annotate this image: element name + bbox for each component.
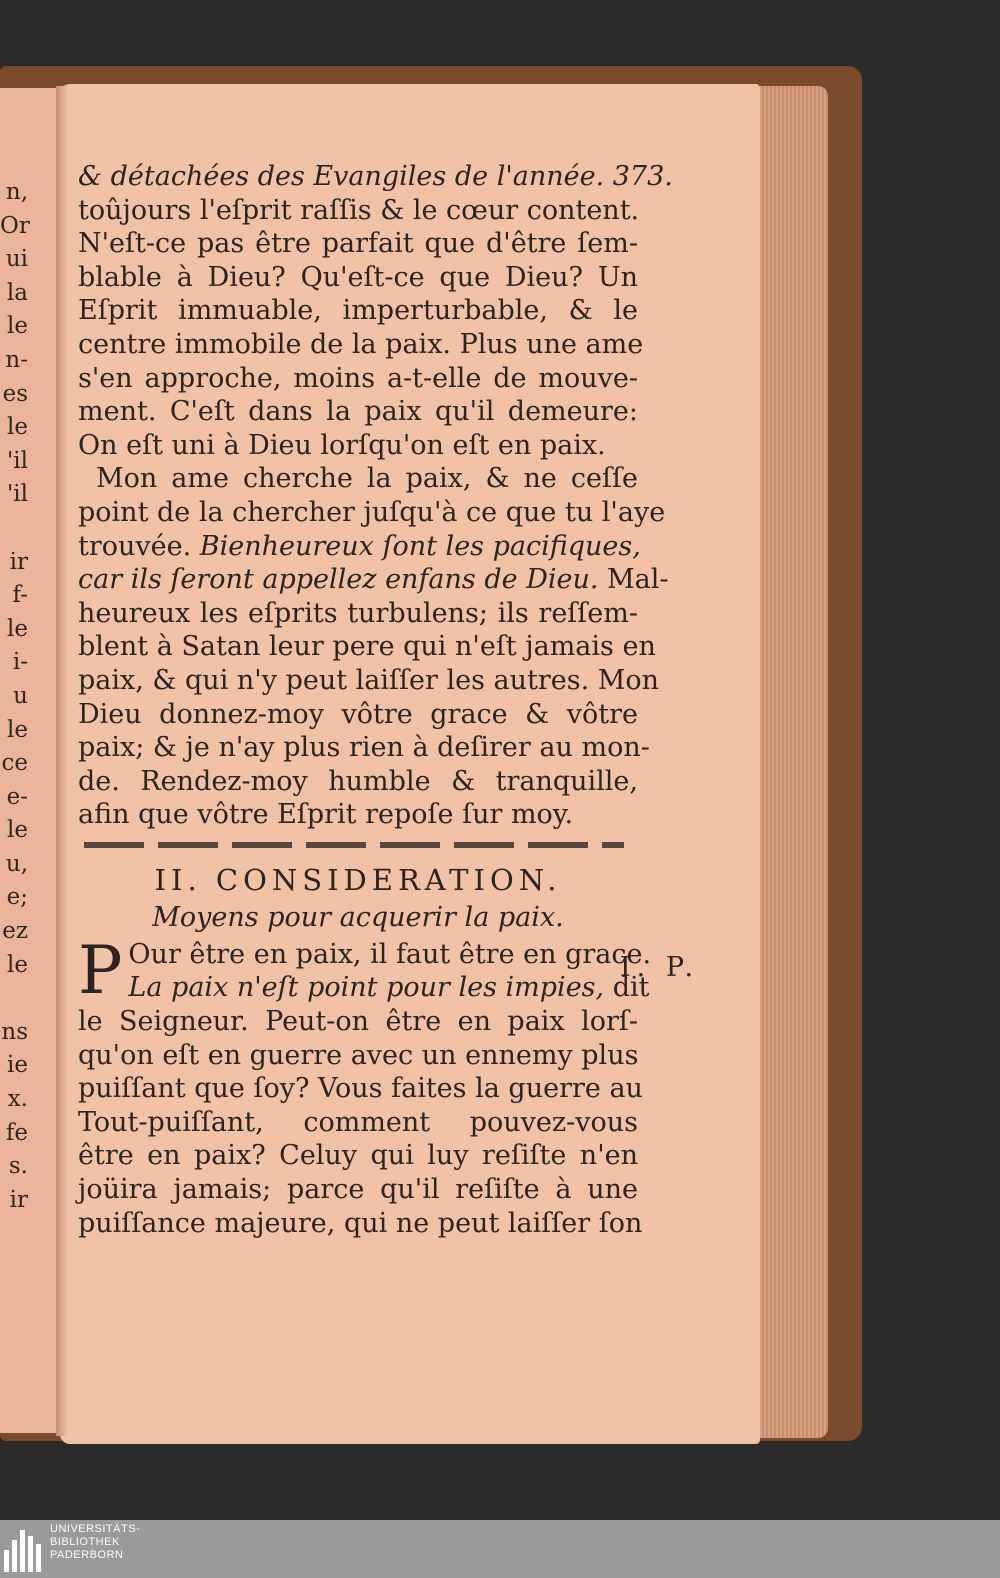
para3-line: Our être en paix, il faut être en grace. [128, 938, 652, 970]
para1-line: Eſprit immuable, imperturbable, & le [78, 295, 638, 327]
para1-line: ment. C'eſt dans la paix qu'il demeure: [78, 396, 638, 428]
para2-line: blent à Satan leur pere qui n'eſt jamais en [78, 631, 656, 663]
left-page-fragment: le [7, 615, 28, 642]
left-page-fragment: u [13, 682, 28, 709]
paragraph-1 [78, 194, 644, 463]
para2-roman-text: Mal- [607, 564, 669, 596]
library-name-line: UNIVERSITÄTS- [50, 1523, 141, 1535]
library-logo-icon [4, 1526, 44, 1572]
para2-line: paix, & qui n'y peut laiſſer les autres. Mon [78, 664, 660, 696]
left-page-fragment: ui [5, 246, 28, 273]
para2-line [78, 530, 641, 564]
left-page-fragment: ce [1, 750, 28, 777]
running-head: & détachées des Evangiles de l'année. 373. [78, 161, 673, 192]
left-page-fragment: n- [5, 346, 28, 373]
left-page-fragment: e; [6, 884, 28, 911]
left-page-fragment: es [2, 380, 28, 407]
para1-line: toûjours l'eſprit raſſis & le cœur content. [78, 194, 640, 226]
left-page-fragment: la [6, 279, 28, 306]
left-page-fragment: le [7, 313, 28, 340]
left-page-fragment [0, 982, 40, 1016]
para3-line: puiſſance majeure, qui ne peut laiſſer ſon [78, 1207, 643, 1239]
section-divider [84, 842, 624, 848]
left-page-fragment: le [7, 414, 28, 441]
left-page-fragment: u, [5, 850, 28, 877]
left-page-fragment [0, 512, 40, 546]
left-page-fragment: ir [9, 1186, 28, 1213]
left-page-fragment: 'il [6, 481, 28, 508]
scripture-italic: La paix n'eſt point pour les impies, [128, 972, 605, 1004]
paragraph-3-opening [78, 931, 652, 1009]
left-page-fragment: ir [9, 548, 28, 575]
left-page-fragment: e- [6, 783, 28, 810]
left-page-fragment: fe [5, 1119, 28, 1146]
para1-line: centre immobile de la paix. Plus une ame [78, 328, 644, 360]
para3-line: le Seigneur. Peut-on être en paix lorſ- [78, 1006, 638, 1038]
page-gutter [56, 86, 68, 1436]
para3-line: puiſſant que ſoy? Vous faites la guerre au [78, 1073, 643, 1105]
section-subheading: Moyens pour acquerir la paix. [152, 901, 564, 933]
left-page-fragment: ns [1, 1018, 28, 1045]
para1-line: N'eſt-ce pas être parfait que d'être ſem- [78, 228, 638, 260]
library-footer [0, 1520, 1000, 1578]
para1-line: On eſt uni à Dieu lorſqu'on eſt en paix. [78, 429, 606, 461]
left-page-fragment: le [7, 817, 28, 844]
para2-line [78, 563, 669, 597]
library-name-line: BIBLIOTHEK [50, 1536, 120, 1548]
section-heading: II. CONSIDERATION. [154, 862, 562, 897]
left-page-fragment: s. [8, 1153, 28, 1180]
library-name-line: PADERBORN [50, 1549, 124, 1561]
left-page-fragment: i- [12, 649, 28, 676]
left-page-fragment: ie [7, 1052, 28, 1079]
para2-line: heureux les eſprits turbulens; ils reſſem- [78, 597, 638, 629]
para3-line: Tout-puiſſant, comment pouvez-vous [78, 1106, 638, 1138]
para2-line: de. Rendez-moy humble & tranquille, [78, 765, 638, 797]
para3-line: être en paix? Celuy qui luy reſiſte n'en [78, 1140, 638, 1172]
para2-line: paix; & je n'ay plus rien à deſirer au mon- [78, 732, 650, 764]
para3-roman-text: dit [612, 972, 650, 1004]
left-page-fragment: x. [7, 1086, 28, 1113]
para1-line: s'en approche, moins a-t-elle de mouve- [78, 362, 638, 394]
left-page-fragment: le [7, 951, 28, 978]
para2-line: Dieu donnez-moy vôtre grace & vôtre [78, 698, 638, 730]
left-page-fragment: Or [0, 212, 30, 239]
margin-note: I. P. [620, 952, 700, 983]
para2-roman-text: trouvée. [78, 530, 192, 562]
left-page-fragment: n, [5, 179, 28, 205]
drop-cap: P [78, 931, 123, 1009]
para3-line: joüira jamais; parce qu'il reſiſte à une [78, 1174, 638, 1206]
para3-line [78, 971, 650, 1005]
para2-line: afin que vôtre Eſprit repoſe ſur moy. [78, 799, 574, 831]
para2-line: point de la chercher juſqu'à ce que tu l'aye [78, 496, 666, 528]
left-page-fragments [0, 176, 40, 1217]
para2-line: Mon ame cherche la paix, & ne ceſſe [96, 463, 638, 495]
left-page-fragment: 'il [6, 447, 28, 474]
beatitude-italic: Bienheureux ſont les pacifiques, [199, 530, 641, 562]
library-name [50, 1523, 140, 1562]
beatitude-italic: car ils ſeront appellez enfans de Dieu. [78, 564, 599, 596]
para3-line: qu'on eſt en guerre avec un ennemy plus [78, 1039, 639, 1071]
left-page-fragment: f- [12, 582, 28, 609]
left-page-fragment: le [7, 716, 28, 743]
para1-line: blable à Dieu? Qu'eſt-ce que Dieu? Un [78, 261, 638, 293]
left-page-fragment: ez [2, 918, 28, 945]
